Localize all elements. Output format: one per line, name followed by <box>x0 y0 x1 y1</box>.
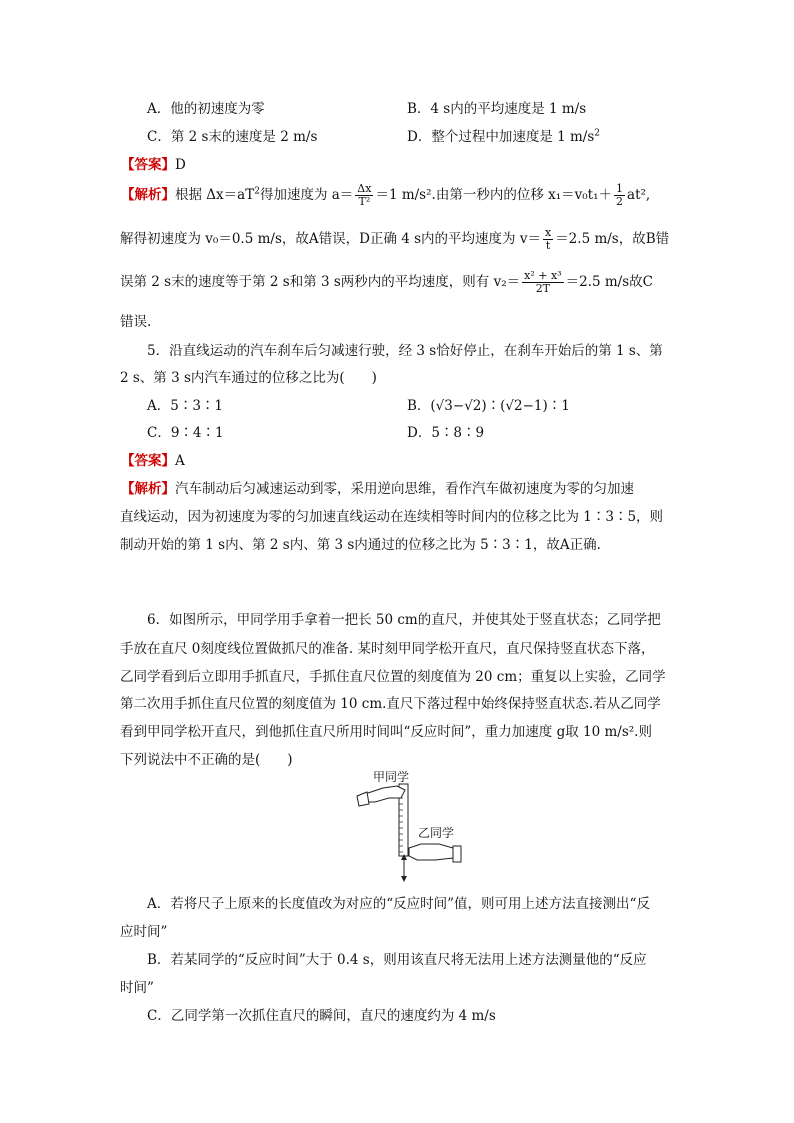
q5-option-d: D．5∶8∶9 <box>407 425 485 441</box>
q4-explanation-line-2: 解得初速度为 v₀＝0.5 m/s，故A错误，D正确 4 s内的平均速度为 v＝ $\frac{x}{t}$ ＝2.5 m/s，故B错 <box>120 226 670 252</box>
answer-tag: 【答案】 <box>121 453 175 469</box>
q6-option-b-line-1: B．若某同学的“反应时间”大于 0.4 s，则用该直尺将无法用上述方法测量他的“反应 <box>147 952 647 968</box>
q6-stem-line-2: 手放在直尺 0刻度线位置做抓尺的准备. 某时刻甲同学松开直尺，直尺保持竖直状态下落， <box>120 641 655 657</box>
q4-option-c: C．第 2 s末的速度是 2 m/s <box>147 129 318 145</box>
q6-option-c: C．乙同学第一次抓住直尺的瞬间，直尺的速度约为 4 m/s <box>147 1008 496 1024</box>
q4-option-b: B．4 s内的平均速度是 1 m/s <box>407 101 587 117</box>
explanation-tag: 【解析】 <box>121 187 175 203</box>
fraction-half: $\frac{1}{2}$ <box>616 182 624 208</box>
figure-label-top: 甲同学 <box>373 770 410 784</box>
answer-tag: 【答案】 <box>121 157 175 173</box>
explanation-tag: 【解析】 <box>121 481 175 497</box>
q6-stem-line-5: 看到甲同学松开直尺，到他抓住直尺所用时间叫“反应时间”，重力加速度 g取 10 m/s².则 <box>120 724 652 740</box>
q6-stem-line-6: 下列说法中不正确的是( ) <box>120 752 293 768</box>
q4-explanation-line-3: 误第 2 s末的速度等于第 2 s和第 3 s两秒内的平均速度，则有 v₂＝ $\frac{\text{x² + x³}}{2T}$ ＝2.5 m/s故C <box>120 269 653 295</box>
q6-option-a-line-1: A．若将尺子上原来的长度值改为对应的“反应时间”值，则可用上述方法直接测出“反 <box>147 896 650 912</box>
q5-answer: 【答案】A <box>121 453 185 469</box>
q5-explanation-line-1: 【解析】汽车制动后匀减速运动到零，采用逆向思维，看作汽车做初速度为零的匀加速 <box>121 481 634 497</box>
q5-option-a: A．5∶3∶1 <box>147 398 224 414</box>
q6-stem-line-1: 6．如图所示，甲同学用手拿着一把长 50 cm的直尺，并使其处于竖直状态；乙同学把 <box>147 612 661 628</box>
q6-stem-line-4: 第二次用手抓住直尺位置的刻度值为 10 cm.直尺下落过程中始终保持竖直状态.若从乙同学 <box>120 696 661 712</box>
q5-explanation-line-2: 直线运动，因为初速度为零的匀加速直线运动在连续相等时间内的位移之比为 1∶3∶5，则 <box>120 509 664 525</box>
q4-option-d: D．整个过程中加速度是 1 $m/s^2$ <box>407 128 601 145</box>
figure-label-bottom: 乙同学 <box>418 826 455 840</box>
q5-option-c: C．9∶4∶1 <box>147 425 224 441</box>
q5-stem-line-1: 5．沿直线运动的汽车刹车后匀减速行驶，经 3 s恰好停止，在刹车开始后的第 1 s、第 <box>147 343 663 359</box>
q6-option-a-line-2: 应时间” <box>120 924 168 940</box>
fraction: $\frac{\Delta x}{\text{T²}}$ <box>357 182 372 208</box>
q4-explanation-line-1: 【解析】根据 $\Delta x=aT^2$得加速度为 a＝ $\frac{\Delta x}{\text{T²}}$ ＝1 m/s².由第一秒内的位移 x₁＝v₀t₁＋ $\frac{1}{2}$ at², <box>121 182 651 208</box>
ruler-figure <box>355 768 475 886</box>
q6-stem-line-3: 乙同学看到后立即用手抓直尺，手抓住直尺位置的刻度值为 20 cm；重复以上实验，乙同学 <box>120 669 666 685</box>
q5-explanation-line-3: 制动开始的第 1 s内、第 2 s内、第 3 s内通过的位移之比为 5∶3∶1，故A正确. <box>120 537 601 553</box>
ruler-illustration <box>355 768 475 886</box>
q4-explanation-line-4: 错误. <box>120 314 152 330</box>
q5-option-b: B．(√3−√2)∶(√2−1)∶1 <box>407 398 570 414</box>
fraction: $\frac{x}{t}$ <box>544 226 552 252</box>
fraction: $\frac{\text{x² + x³}}{2T}$ <box>524 269 562 295</box>
q4-answer: 【答案】D <box>121 157 186 173</box>
q4-option-a: A．他的初速度为零 <box>147 101 265 117</box>
q6-option-b-line-2: 时间” <box>120 980 154 996</box>
q5-stem-line-2: 2 s、第 3 s内汽车通过的位移之比为( ) <box>120 370 377 386</box>
